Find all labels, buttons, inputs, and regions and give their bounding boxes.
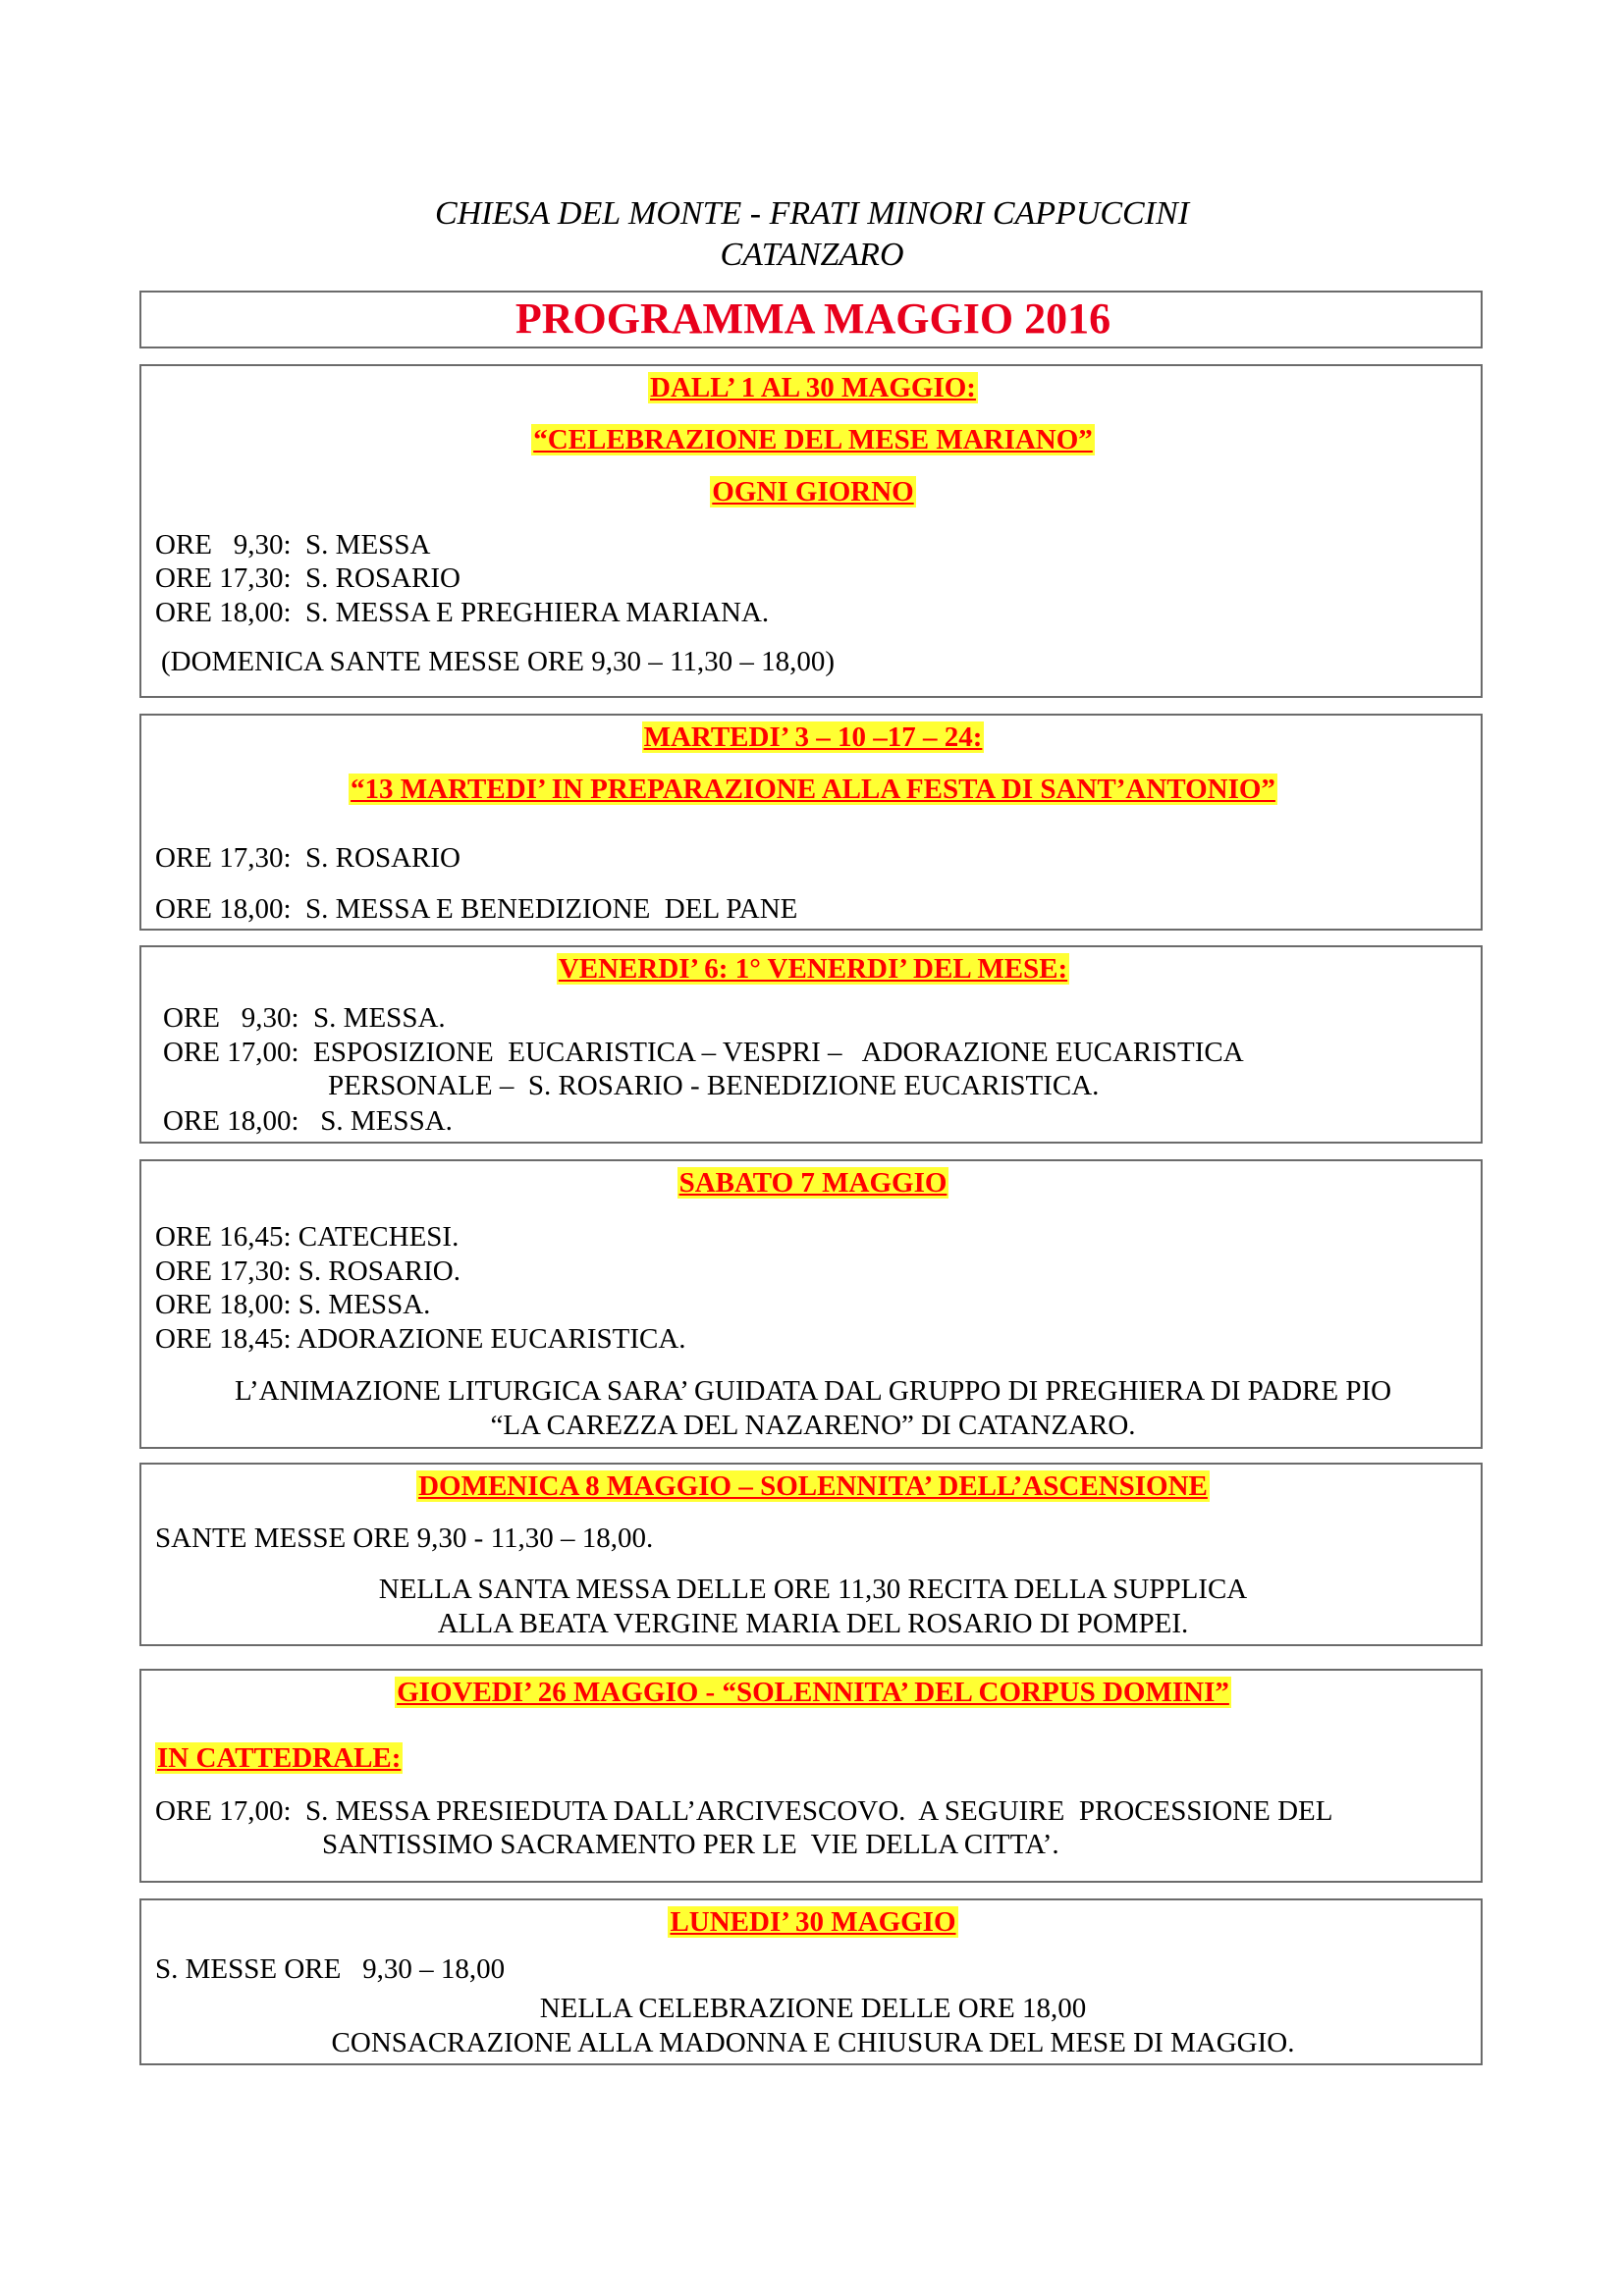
section-sabato (139, 1159, 1483, 1449)
section-note: NELLA CELEBRAZIONE DELLE ORE 18,00 (539, 1993, 1087, 2024)
schedule-line: ORE 9,30: S. MESSA (155, 529, 431, 561)
section-note: CONSACRAZIONE ALLA MADONNA E CHIUSURA DEL MESE DI MAGGIO. (331, 2027, 1295, 2058)
schedule-line: ORE 16,45: CATECHESI. (155, 1221, 460, 1253)
section-heading: MARTEDI’ 3 – 10 –17 – 24: (643, 721, 983, 753)
schedule-line: ORE 17,30: S. ROSARIO (155, 562, 460, 594)
page-title: PROGRAMMA MAGGIO 2016 (514, 294, 1111, 343)
section-mese-mariano (139, 364, 1483, 698)
section-heading: DOMENICA 8 MAGGIO – SOLENNITA’ DELL’ASCENSIONE (418, 1470, 1208, 1502)
section-heading: LUNEDI’ 30 MAGGIO (670, 1906, 956, 1938)
schedule-line: ORE 18,00: S. MESSA E PREGHIERA MARIANA. (155, 597, 770, 628)
schedule-line: ORE 17,30: S. ROSARIO. (155, 1255, 460, 1287)
section-subheading: “CELEBRAZIONE DEL MESE MARIANO” (533, 424, 1093, 455)
schedule-line: PERSONALE – S. ROSARIO - BENEDIZIONE EUCARISTICA. (328, 1070, 1100, 1101)
section-note: NELLA SANTA MESSA DELLE ORE 11,30 RECITA DELLA SUPPLICA (378, 1574, 1248, 1605)
section-note: “LA CAREZZA DEL NAZARENO” DI CATANZARO. (490, 1410, 1136, 1441)
schedule-line: ORE 17,30: S. ROSARIO (155, 842, 460, 874)
section-venerdi (139, 945, 1483, 1144)
schedule-line: ORE 18,45: ADORAZIONE EUCARISTICA. (155, 1323, 686, 1355)
section-subheading: “13 MARTEDI’ IN PREPARAZIONE ALLA FESTA DI SANT’ANTONIO” (351, 774, 1275, 805)
section-heading: SABATO 7 MAGGIO (678, 1167, 947, 1199)
title-box (139, 291, 1483, 348)
schedule-line: SANTISSIMO SACRAMENTO PER LE VIE DELLA CITTA’. (322, 1829, 1059, 1860)
church-name: CHIESA DEL MONTE - FRATI MINORI CAPPUCCINI (434, 195, 1190, 232)
schedule-line: S. MESSE ORE 9,30 – 18,00 (155, 1953, 506, 1985)
section-heading: GIOVEDI’ 26 MAGGIO - “SOLENNITA’ DEL CORPUS DOMINI” (397, 1677, 1229, 1708)
schedule-line: SANTE MESSE ORE 9,30 - 11,30 – 18,00. (155, 1522, 654, 1554)
section-note: L’ANIMAZIONE LITURGICA SARA’ GUIDATA DAL GRUPPO DI PREGHIERA DI PADRE PIO (234, 1375, 1392, 1407)
section-subheading: IN CATTEDRALE: (157, 1742, 402, 1774)
section-heading: DALL’ 1 AL 30 MAGGIO: (650, 372, 976, 403)
city-name: CATANZARO (720, 237, 904, 273)
section-giovedi (139, 1669, 1483, 1883)
section-subheading: OGNI GIORNO (712, 476, 914, 507)
schedule-line: ORE 17,00: S. MESSA PRESIEDUTA DALL’ARCIVESCOVO. A SEGUIRE PROCESSIONE DEL (155, 1795, 1333, 1827)
schedule-line: ORE 18,00: S. MESSA. (163, 1105, 453, 1137)
section-heading: VENERDI’ 6: 1° VENERDI’ DEL MESE: (558, 953, 1068, 985)
schedule-line: ORE 18,00: S. MESSA. (155, 1289, 431, 1320)
section-lunedi (139, 1898, 1483, 2065)
schedule-line: ORE 18,00: S. MESSA E BENEDIZIONE DEL PANE (155, 893, 798, 925)
section-note: ALLA BEATA VERGINE MARIA DEL ROSARIO DI POMPEI. (437, 1608, 1189, 1639)
schedule-line: ORE 9,30: S. MESSA. (163, 1002, 446, 1034)
schedule-note: (DOMENICA SANTE MESSE ORE 9,30 – 11,30 – 18,00) (161, 646, 836, 677)
section-martedi (139, 714, 1483, 931)
section-domenica (139, 1463, 1483, 1646)
schedule-line: ORE 17,00: ESPOSIZIONE EUCARISTICA – VESPRI – ADORAZIONE EUCARISTICA (163, 1037, 1244, 1068)
